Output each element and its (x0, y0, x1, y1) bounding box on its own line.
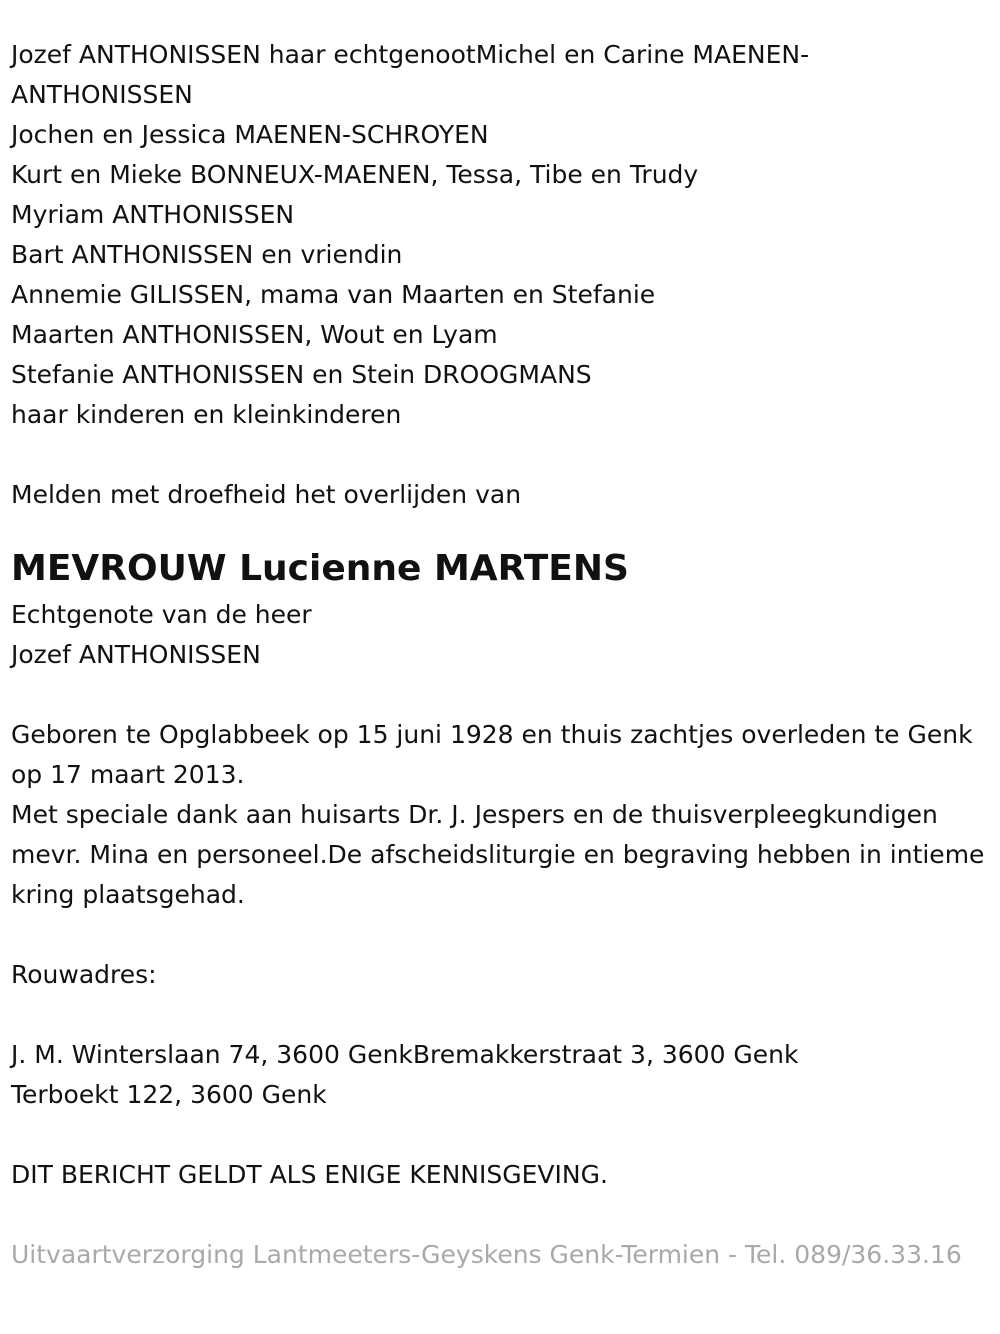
notice-text: DIT BERICHT GELDT ALS ENIGE KENNISGEVING. (11, 1160, 608, 1189)
family-line: Myriam ANTHONISSEN (11, 200, 295, 229)
funeral-home-footer: Uitvaartverzorging Lantmeeters-Geyskens Genk-Termien - Tel. 089/36.33.16 (11, 1240, 962, 1269)
family-line: Bart ANTHONISSEN en vriendin (11, 240, 403, 269)
family-line: Maarten ANTHONISSEN, Wout en Lyam (11, 320, 498, 349)
obituary-document (11, 35, 986, 1275)
family-list (11, 35, 986, 435)
address-line: J. M. Winterslaan 74, 3600 GenkBremakkerstraat 3, 3600 Genk (11, 1040, 799, 1069)
spouse-name: Jozef ANTHONISSEN (11, 640, 261, 669)
relation-text: Echtgenote van de heer (11, 600, 312, 629)
family-line: Kurt en Mieke BONNEUX-MAENEN, Tessa, Tibe en Trudy (11, 160, 699, 189)
address-label: Rouwadres: (11, 960, 157, 989)
announcement-text: Melden met droefheid het overlijden van (11, 480, 522, 509)
family-line: Jochen en Jessica MAENEN-SCHROYEN (11, 120, 489, 149)
family-line: Annemie GILISSEN, mama van Maarten en Stefanie (11, 280, 656, 309)
family-line: Jozef ANTHONISSEN haar echtgenootMichel en Carine MAENEN-ANTHONISSEN (11, 40, 810, 109)
thanks-text: Met speciale dank aan huisarts Dr. J. Jespers en de thuisverpleegkundigen mevr. Mina en personeel.De afscheidsliturgie en begraving hebben in intieme kring plaatsgehad. (11, 800, 985, 909)
address-line: Terboekt 122, 3600 Genk (11, 1080, 327, 1109)
family-line: haar kinderen en kleinkinderen (11, 400, 402, 429)
deceased-name: MEVROUW Lucienne MARTENS (11, 548, 629, 589)
birth-death-text: Geboren te Opglabbeek op 15 juni 1928 en thuis zachtjes overleden te Genk op 17 maart 2013. (11, 720, 973, 789)
family-line: Stefanie ANTHONISSEN en Stein DROOGMANS (11, 360, 592, 389)
